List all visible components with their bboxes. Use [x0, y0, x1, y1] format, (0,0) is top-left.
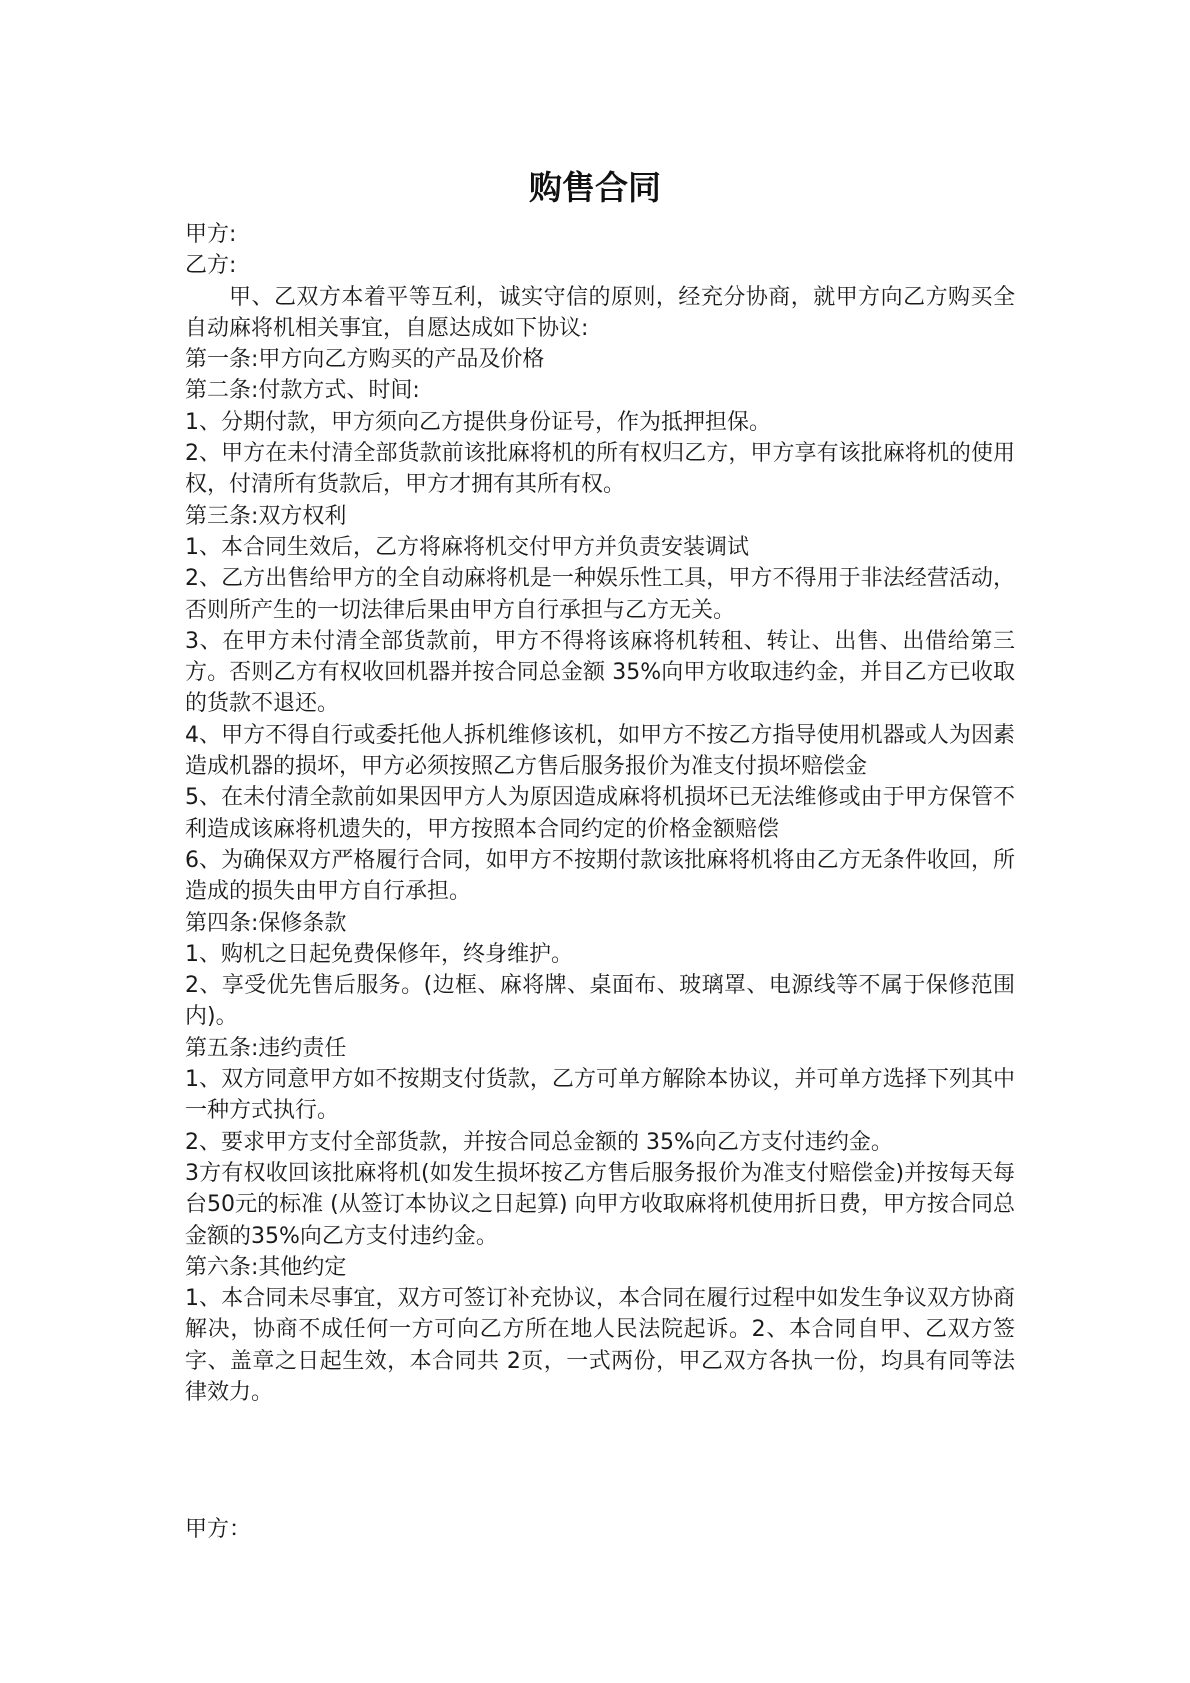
article-1-heading: 第一条:甲方向乙方购买的产品及价格	[185, 347, 545, 373]
signature-party-a: 甲方：	[185, 1517, 252, 1542]
article-3-item: 2、乙方出售给甲方的全自动麻将机是一种娱乐性工具，甲方不得用于非法经营活动，否则所产生的一切法律后果由甲方自行承担与乙方无关。	[185, 566, 1015, 623]
article-5-item: 3方有权收回该批麻将机(如发生损坏按乙方售后服务报价为准支付赔偿金)并按每天每台50元的标准 (从签订本协议之日起算) 向甲方收取麻将机使用折日费，甲方按合同总金额的35%向乙方支付违约金。	[185, 1160, 1015, 1249]
article-3-item: 5、在未付清全款前如果因甲方人为原因造成麻将机损坏已无法维修或由于甲方保管不利造成该麻将机遗失的，甲方按照本合同约定的价格金额赔偿	[185, 785, 1015, 842]
article-3-item: 1、本合同生效后，乙方将麻将机交付甲方并负责安装调试	[185, 534, 749, 560]
article-2-item: 1、分期付款，甲方须向乙方提供身份证号，作为抵押担保。	[185, 409, 771, 435]
article-5-item: 1、双方同意甲方如不按期支付货款，乙方可单方解除本协议，并可单方选择下列其中一种方式执行。	[185, 1067, 1015, 1124]
article-3-item: 3、在甲方未付清全部货款前，甲方不得将该麻将机转租、转让、出售、出借给第三方。否则乙方有权收回机器并按合同总金额 35%向甲方收取违约金，并目乙方已收取的货款不退还。	[185, 628, 1015, 717]
document-title: 购售合同	[529, 168, 661, 207]
article-4-heading: 第四条:保修条款	[185, 910, 347, 936]
party-a-label: 甲方:	[185, 222, 237, 247]
article-4-item: 2、享受优先售后服务。(边框、麻将牌、桌面布、玻璃罩、电源线等不属于保修范围内)。	[185, 973, 1015, 1030]
article-2-heading: 第二条:付款方式、时间:	[185, 378, 420, 404]
article-3-item: 4、甲方不得自行或委托他人拆机维修该机，如甲方不按乙方指导使用机器或人为因素造成机器的损坏，甲方必须按照乙方售后服务报价为准支付损坏赔偿金	[185, 722, 1015, 780]
article-6-item: 1、本合同未尽事宜，双方可签订补充协议，本合同在履行过程中如发生争议双方协商解决，协商不成任何一方可向乙方所在地人民法院起诉。2、本合同自甲、乙双方签字、盖章之日起生效，本合同共 2页，一式两份，甲乙双方各执一份，均具有同等法律效力。	[185, 1286, 1015, 1405]
article-3-heading: 第三条:双方权利	[185, 503, 347, 529]
article-4-item: 1、购机之日起免费保修年，终身维护。	[185, 941, 573, 967]
preamble: 甲、乙双方本着平等互利，诚实守信的原则，经充分协商，就甲方向乙方购买全自动麻将机相关事宜，自愿达成如下协议:	[185, 284, 1015, 341]
article-5-item: 2、要求甲方支付全部货款，并按合同总金额的 35%向乙方支付违约金。	[185, 1129, 893, 1155]
contract-body	[185, 219, 1015, 1408]
article-3-item: 6、为确保双方严格履行合同，如甲方不按期付款该批麻将机将由乙方无条件收回，所造成的损失由甲方自行承担。	[185, 847, 1015, 905]
article-2-item: 2、甲方在未付清全部货款前该批麻将机的所有权归乙方，甲方享有该批麻将机的使用权，付清所有货款后，甲方才拥有其所有权。	[185, 441, 1015, 498]
party-b-label: 乙方:	[185, 253, 237, 279]
article-5-heading: 第五条:违约责任	[185, 1035, 347, 1061]
article-6-heading: 第六条:其他约定	[185, 1254, 347, 1280]
